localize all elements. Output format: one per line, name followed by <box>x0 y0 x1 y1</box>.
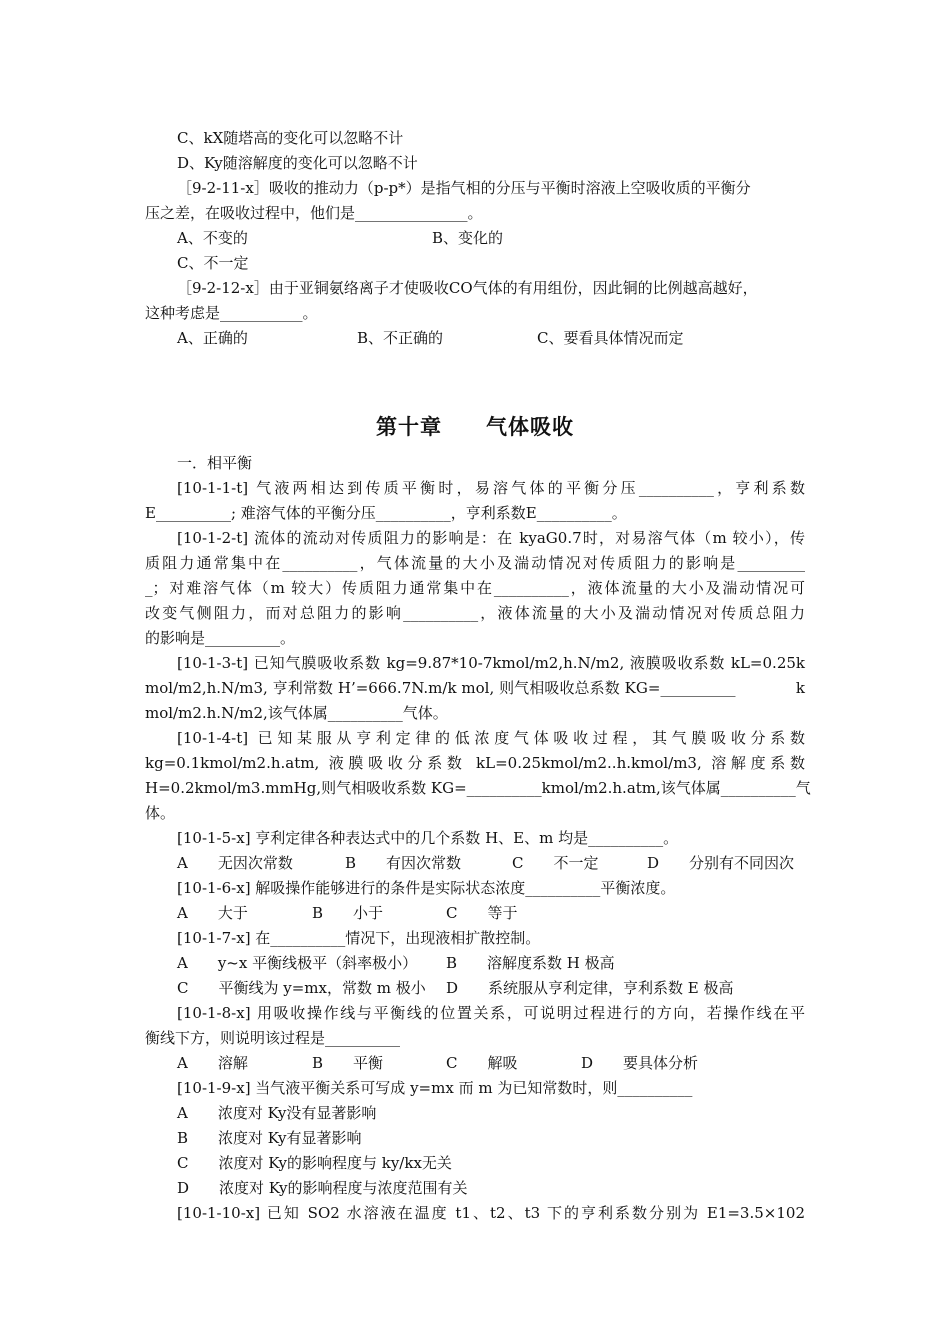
option-d: D 要具体分析 <box>581 1054 699 1072</box>
question-10-1-4-line3: H=0.2kmol/m3.mmHg,则气相吸收系数 KG=__________kmol/m2.h.atm,该气体属__________气 <box>145 779 811 797</box>
question-10-1-3-line1: [10-1-3-t] 已知气膜吸收系数 kg=9.87*10-7kmol/m2,h.N/m2, 液膜吸收系数 kL=0.25k <box>177 654 805 672</box>
question-10-1-2-line3: _；对难溶气体（m 较大）传质阻力通常集中在__________，液体流量的大小及湍动情况可 <box>145 579 805 597</box>
option-c: C 浓度对 Ky的影响程度与 ky/kx无关 <box>177 1154 452 1172</box>
option-d: D 分别有不同因次 <box>647 854 795 872</box>
option-a: A 无因次常数 <box>177 854 293 872</box>
option-d: D 系统服从亨利定律，亨利系数 E 极高 <box>446 979 734 997</box>
question-10-1-7: [10-1-7-x] 在__________情况下，出现液相扩散控制。 <box>177 929 541 947</box>
question-10-1-5: [10-1-5-x] 亨利定律各种表达式中的几个系数 H、E、m 均是__________。 <box>177 829 679 847</box>
question-10-1-10-line1: [10-1-10-x] 已知 SO2 水溶液在温度 t1、t2、t3 下的亨利系数分别为 E1=3.5×102 <box>177 1204 805 1222</box>
option-a: A 溶解 <box>177 1054 248 1072</box>
option-d-line: D、Ky随溶解度的变化可以忽略不计 <box>177 154 418 172</box>
option-c: C 解吸 <box>446 1054 518 1072</box>
option-a: A、正确的 <box>177 329 248 347</box>
option-b: B、变化的 <box>432 229 504 247</box>
section-heading: 一．相平衡 <box>177 454 253 472</box>
question-10-1-2-line1: [10-1-2-t] 流体的流动对传质阻力的影响是：在 kyaG0.7时，对易溶气体（m 较小），传 <box>177 529 805 547</box>
question-10-1-3-line2: mol/m2,h.N/m3, 亨利常数 H’=666.7N.m/k mol, 则气相吸收总系数 KG=__________ k <box>145 679 805 697</box>
question-10-1-4-line1: [10-1-4-t] 已知某服从亨利定律的低浓度气体吸收过程，其气膜吸收分系数 <box>177 729 805 747</box>
option-c: C、要看具体情况而定 <box>537 329 684 347</box>
question-9-2-11-line1: ［9-2-11-x］吸收的推动力（p-p*）是指气相的分压与平衡时溶液上空吸收质的平衡分 <box>177 179 751 197</box>
option-c: C、不一定 <box>177 254 249 272</box>
question-10-1-1-line1: [10-1-1-t] 气液两相达到传质平衡时，易溶气体的平衡分压__________，亨利系数 <box>177 479 805 497</box>
option-a: A、不变的 <box>177 229 248 247</box>
option-b: B 浓度对 Ky有显著影响 <box>177 1129 362 1147</box>
option-a: A y~x 平衡线极平（斜率极小） <box>177 954 418 972</box>
question-10-1-2-line2: 质阻力通常集中在__________，气体流量的大小及湍动情况对传质阻力的影响是_________ <box>145 554 805 572</box>
question-10-1-3-line3: mol/m2.h.N/m2,该气体属__________气体。 <box>145 704 448 722</box>
chapter-title: 第十章 气体吸收 <box>376 415 574 439</box>
question-10-1-6: [10-1-6-x] 解吸操作能够进行的条件是实际状态浓度__________平衡浓度。 <box>177 879 676 897</box>
option-d: D 浓度对 Ky的影响程度与浓度范围有关 <box>177 1179 468 1197</box>
question-10-1-1-line2: E__________; 难溶气体的平衡分压__________，亨利系数E__________。 <box>145 504 627 522</box>
option-b: B、不正确的 <box>357 329 444 347</box>
option-c: C 不一定 <box>512 854 599 872</box>
option-b: B 小于 <box>312 904 384 922</box>
option-a: A 大于 <box>177 904 248 922</box>
option-a: A 浓度对 Ky没有显著影响 <box>177 1104 377 1122</box>
question-10-1-2-line4: 改变气侧阻力，而对总阻力的影响__________，液体流量的大小及湍动情况对传质总阻力 <box>145 604 805 622</box>
option-c: C 平衡线为 y=mx，常数 m 极小 <box>177 979 426 997</box>
option-b: B 有因次常数 <box>345 854 462 872</box>
option-b: B 溶解度系数 H 极高 <box>446 954 615 972</box>
option-b: B 平衡 <box>312 1054 384 1072</box>
option-c: C 等于 <box>446 904 518 922</box>
question-10-1-4-line2: kg=0.1kmol/m2.h.atm, 液膜吸收分系数 kL=0.25kmol/m2..h.kmol/m3, 溶解度系数 <box>145 754 805 772</box>
question-9-2-11-line2: 压之差，在吸收过程中，他们是_______________。 <box>145 204 483 222</box>
option-c-line: C、kX随塔高的变化可以忽略不计 <box>177 129 404 147</box>
question-10-1-2-line5: 的影响是__________。 <box>145 629 296 647</box>
question-9-2-12-line1: ［9-2-12-x］由于亚铜氨络离子才使吸收CO气体的有用组份，因此铜的比例越高越好， <box>177 279 758 297</box>
question-10-1-9: [10-1-9-x] 当气液平衡关系可写成 y=mx 而 m 为已知常数时，则__________ <box>177 1079 693 1097</box>
question-10-1-8-line1: [10-1-8-x] 用吸收操作线与平衡线的位置关系，可说明过程进行的方向，若操作线在平 <box>177 1004 805 1022</box>
question-10-1-4-line4: 体。 <box>145 804 176 822</box>
question-10-1-8-line2: 衡线下方，则说明该过程是__________ <box>145 1029 401 1047</box>
question-9-2-12-line2: 这种考虑是___________。 <box>145 304 318 322</box>
